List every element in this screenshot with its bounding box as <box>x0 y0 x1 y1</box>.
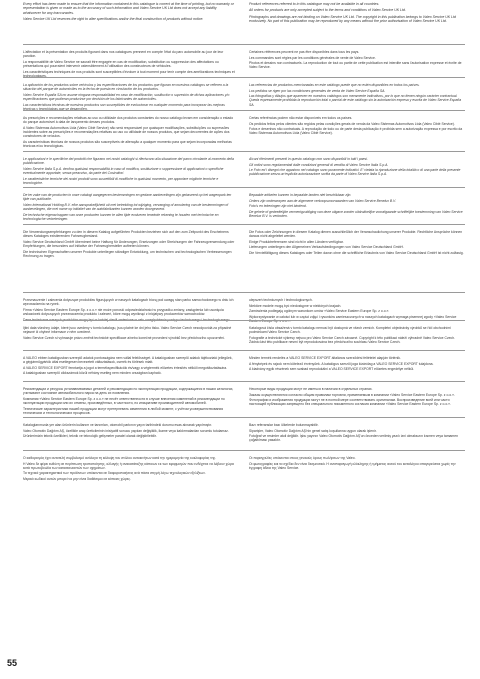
disclaimer-paragraph: Las referencias de productos mencionadas en este catálogo puede que no estén disponibles en todos los países. <box>249 83 420 87</box>
disclaimer-paragraph: Gli ordini sono regolamentati dalle condizioni generali di vendita di Valeo Service Italia S.p.A. <box>249 162 389 167</box>
disclaimer-paragraph: Valeo International Holding B.V. elke aansprakelijkheid uit met betrekking tot wijziging, vervanging of annulering van de bestemmingen of aanbevelingen, die met name op initiatief van de autofabrikanten kunnen worden doorgevoerd. <box>23 202 229 211</box>
french-right-column <box>249 50 465 71</box>
disclaimer-paragraph: Τα τεχνικά χαρακτηριστικά των προϊόντων υπόκεινται σε διαφοροποιήσεις ανά πάσα στιγμή λόγω τεχνολογικών εξελίξεων. <box>23 471 206 476</box>
disclaimer-paragraph: Die Vervielfältigung dieses Kataloges oder Teilen davon ohne die schriftliche Erlaubnis von Valeo Service Deutschland GmbH ist nicht zulässig. <box>249 250 464 255</box>
turkish-disclaimer-section <box>23 417 465 443</box>
disclaimer-paragraph: La aplicación de los productos sobre vehículos y las especificaciones de los productos que figuran en nuestros catálogos se refieren a la situación del parque de automóviles en la fecha de puesta en circulación de los productos. <box>23 83 229 92</box>
hungarian-disclaimer-section <box>23 350 465 376</box>
disclaimer-paragraph: Firma «Valeo Service Eastern Europe Sp. z o.o.» nie może ponosić odpowiedzialności w przypadku zmiany, zastąpienia lub usunięcia wskazówek dotyczących przeznaczenia produktu i zaleceń, które mogą wyniknąć z inicjatywy producentów samochodów. <box>23 307 224 316</box>
english-left-column <box>23 2 235 23</box>
disclaimer-paragraph: Bazı referanslar bazı ülkelerde bulunmayabilir. <box>249 423 319 427</box>
disclaimer-paragraph: Рекомендации и ресурсы устанавливаемых деталей и рекомендации по эксплуатации продукции, содержащиеся в наших каталогах, учитывают состояние автомобильного парка на день их появления. <box>23 387 234 396</box>
russian-right-column <box>249 387 465 408</box>
italian-left-column <box>23 157 235 186</box>
disclaimer-paragraph: A kiadvány egyik részének sem szabad reprodukálni a VALEO SERVICE EXPORT előzetes engedélye nélkül. <box>249 367 415 372</box>
disclaimer-paragraph: Bepaalde artikelen kunnen in bepaalde landen niet beschikbaar zijn. <box>249 193 352 197</box>
disclaimer-paragraph: Fotografie a technické výkresy nejsou pro Valeo Service Czech závazné. Copyright k této publikaci náleží výhradně Valeo Service Czech. Žádná část této publikace nesmí být reprodukována bez předchozího souhlasu Valeo Service Czech. <box>249 335 456 344</box>
disclaimer-paragraph: L'affectation et la présentation des produits figurant dans nos catalogues prennent en compte l'état du parc automobile au jour de leur parution. <box>23 50 224 59</box>
greek-disclaimer-section <box>23 450 465 481</box>
disclaimer-paragraph: Fotoğraf ve resimler akdi değildir. İşbu yayının Valeo Otomotiv Dağıtım AŞ'un önceden verilmiş yazılı izni olmaksızın kısmen veya tamamen çoğaltılması yasaktır. <box>249 434 459 443</box>
disclaimer-paragraph: Ijtini data všechny údaje, které jsou uvedeny v tomto katalogu, jsou platné ke dni jeho tisku. Valeo Service Czech nezodpovídá za případné nejasné či chybné informace v něm uvedené. <box>23 326 232 335</box>
disclaimer-paragraph: Lieferungen unterliegen den Allgemeinen Verkaufsbedingungen von Valeo Service Deutschland GmbH. <box>249 245 404 250</box>
disclaimer-paragraph: Valeo Service Italia S.p.A. declina qualsiasi responsabilità in caso di modifica, sostituzione o soppressione di applicazioni o specifiche eventualmente apportate, senza preavviso, da parte dei Costruttori. <box>23 166 224 175</box>
english-paragraph: All orders for products are only accepted subject to the terms and conditions of Valeo Service UK Ltd. <box>249 8 406 13</box>
italian-disclaimer-section <box>23 151 465 185</box>
disclaimer-paragraph: A VALEO SERVICE EXPORT fenntartja a jogot a termékspecifikációk és/vagy a végtermék előzetes értesítés nélküli megváltoztatására. <box>23 365 228 370</box>
disclaimer-paragraph: A katalógusban szereplő cikkszámok közül néhány esetleg nem minden országban kapható. <box>23 371 162 376</box>
portuguese-left-column <box>23 116 235 150</box>
disclaimer-paragraph: La responsabilité de Valeo Service ne saurait être engagée en cas de modification, substitution ou suppression des affectations ou présentations qui pourraient intervenir ostensiblement à l'utilisation des constructeurs de véhicules. <box>23 59 219 68</box>
disclaimer-paragraph: Zamówienia podlegają ogólnym warunkom umów «Valeo Service Eastern Europe Sp. z o.o.». <box>249 309 390 314</box>
disclaimer-paragraph: Dane techniczne naszych produktów mogą być w każdej chwili zmienione w celu uwzględnienia postępu technicznego i technologicznego. <box>23 317 231 322</box>
french-disclaimer-section <box>23 44 465 78</box>
disclaimer-paragraph: Η Valeo δε φέρει ευθύνη σε περίπτωση τροποποίησης, αλλαγής ή ανακατάταξης κάποιων εκ των εφαρμογών που ενδέχεται να λάβουν χώρα κατά πρωτοβουλία των κατασκευαστών των οχημάτων. <box>23 461 234 470</box>
disclaimer-paragraph: De technische eigenschappen van onze producten kunnen te allen tijde evolueren teneinde rekening te houden met technische en technologische verbeteringen. <box>23 212 219 221</box>
disclaimer-paragraph: A fényképek és rajzok nem kötelező érvényűek. A katalógus szerzői joga kizárólag a VALEO SERVICE EXPORT tulajdona. <box>249 361 434 366</box>
hungarian-left-column <box>23 356 235 377</box>
disclaimer-paragraph: Технические характеристики нашей продукции могут претерпевать изменения в любой момент, с учётом усовершенствования технических и технологических процессов. <box>23 406 224 415</box>
spanish-left-column <box>23 83 235 112</box>
italian-right-column <box>249 157 465 178</box>
disclaimer-paragraph: Katalogová čísla obsažená v tomto katalogu nemusí být dostupná ve všech zemích. Kompletní objednávky výrobků se řídí obchodními podmínkami Valeo Service Czech. <box>249 326 451 335</box>
czech-right-column <box>249 326 465 346</box>
disclaimer-paragraph: As características técnicas de nossos produtos são susceptíveis de alteração a qualquer momento para que sejam incorporadas melhorias técnicas e/ou tecnológicas. <box>23 139 232 148</box>
disclaimer-paragraph: Фотографии и изображения продукции могут не в полной мере соответствовать оригиналам. Воспроизведение всей или части настоящей публикации запрещено без специального письменного согласия компании «Valeo Service Eastern Europe Sp. z o.o.». <box>249 398 451 407</box>
disclaimer-paragraph: De gehele of gedeeltelijke vermenigvuldiging van deze uitgave zonder uitdrukkelijke voorafgaande schriftelijke toestemming van Valeo Service Benelux B.V. is verboden. <box>249 209 463 218</box>
spanish-disclaimer-section <box>23 77 465 111</box>
dutch-left-column <box>23 193 235 222</box>
disclaimer-paragraph: Los pedidos se rigen por las condiciones generales de venta de Valeo Service España SA. <box>249 88 386 93</box>
disclaimer-paragraph: ulepszeń technicznych i technologicznych. <box>249 298 313 302</box>
disclaimer-paragraph: Die Verwendungsempfehlungen zu den in diesem Katalog aufgeführten Produkten beziehen sich auf den zum Zeitpunkt des Erscheinens dieses Kataloges existierenden Fahrzeugbestand. <box>23 230 229 239</box>
dutch-right-column <box>249 193 465 220</box>
page-number: 55 <box>7 658 18 668</box>
english-paragraph: Photographs and drawings are not binding on Valeo Service UK Ltd. The copyright in this publication belongs to Valeo Service UK Ltd exclusively. No part of this publication may be reproduced by any means without the prior authorisation of Valeo Service UK Ltd. <box>249 14 456 23</box>
english-right-column <box>249 2 465 25</box>
disclaimer-paragraph: Niektóre modele mogą być niedostępne w niektórych krajach. <box>249 303 342 308</box>
english-paragraph: Every effort has been made to ensure that the information contained in this catalogue is correct at the time of printing, but no warranty or representation is given or made as to the accuracy of such information and Valeo Service UK Ltd does not accept any liability whatsoever for any inaccuracies. <box>23 2 234 15</box>
disclaimer-paragraph: A VALEO ebben katalógusban szereplő adatok pontosságára nem vállal felelősséget. A katalógusban szereplő adatok tájékoztató jellegűek, a gépjárműgyártók által esetlegesen bevezetett változtatások, cserék és törlések miatt. <box>23 356 233 365</box>
turkish-right-column <box>249 423 465 444</box>
disclaimer-paragraph: Certas referências podem não estar disponíveis em todos os países. <box>249 116 353 120</box>
disclaimer-paragraph: Las características técnicas de nuestros productos son susceptibles de evolucionar en cualquier momento para incorporar las mejoras técnicas y tecnológicas que se desarrollen. <box>23 102 225 111</box>
disclaimer-paragraph: Przeznaczenie i zalecenia dotyczące produktów figurujących w naszych katalogach biorą pod uwagę stan parku samochodowego w dniu ich wprowadzenia na rynek. <box>23 298 234 307</box>
spanish-right-column <box>249 83 465 108</box>
disclaimer-paragraph: Ο καθορισμός έχει αυτοτελή συμβολισμό ανάλογα τη κάλυψη του στόλου αυτοκινήτων κατά την ημερομηνία της κυκλοφορίας της. <box>23 456 217 460</box>
disclaimer-paragraph: As prescrições e recomendações relativas ao uso ou utilidade dos produtos constantes do nosso catálogo levam em consideração o estado do parque automóvel à data de lançamento desses produtos. <box>23 116 234 125</box>
disclaimer-paragraph: Fotos e desenhos não contratuais. A reprodução de todo ou de parte desta publicação é proibida sem a autorização expressa e por escrito da Valeo Sistemas Automotivos Ltda (Valeo Cibié Service). <box>249 127 463 136</box>
disclaimer-paragraph: Οι παραγγελίες υπόκεινται στους γενικούς όρους πωλήσεων της Valeo. <box>249 456 356 460</box>
french-left-column <box>23 50 235 79</box>
disclaimer-paragraph: A Valeo Sistemas Automotivos Ltda (Valeo Cibié Service) não será responsável por quaisquer modificações, substituições ou supressões incidentes sobre as prescrições e recomendações relativas ao uso ou utilidade de nossos produtos, que sejam decorrentes de ações dos construtores de veículos. <box>23 125 230 139</box>
german-right-column <box>249 230 465 257</box>
disclaimer-paragraph: Einige Produktreferenzen sind nicht in allen Ländern verfügbar. <box>249 239 344 244</box>
disclaimer-paragraph: Valeo Service Czech si vyhrazuje právo změnit technické specifikace a/nebo konečné provedení výrobků bez předchozího upozornění. <box>23 335 226 340</box>
czech-left-column <box>23 326 235 341</box>
disclaimer-paragraph: Les caractéristiques techniques de nos produits sont susceptibles d'évoluer à tout moment pour tenir compte des améliorations techniques et technologiques. <box>23 69 235 78</box>
disclaimer-paragraph: Alcuni riferimenti presenti in questo catalogo non sono disponibili in tutti i paesi. <box>249 157 368 161</box>
portuguese-right-column <box>249 116 465 137</box>
disclaimer-paragraph: Компания «Valeo Service Eastern Europe Sp. z o.o.» не несёт ответственности в случае внесения изменений в рекомендации по эксплуатации продукции или их отмены, произведённых, в частности, по инициативе производителей автомобилей. <box>23 396 225 405</box>
russian-disclaimer-section <box>23 381 465 415</box>
polish-disclaimer-section <box>23 292 465 323</box>
disclaimer-paragraph: Οι φωτογραφίες και τα σχέδια δεν είναι δεσμευτικά. Η αναπαραγωγή ολόκληρης ή τμήματος αυτού του καταλόγου απαγορεύεται χωρίς την έγγραφη άδεια της Valeo Service. <box>249 461 456 470</box>
disclaimer-paragraph: De ter zake van de producten in onze catalogi aangegeven bestemmingen en gedane aanbevelingen zijn gebaseerd op het wagenpark ten tijde van publicatie. <box>23 193 232 202</box>
english-paragraph: Valeo Service UK Ltd reserves the right to alter specifications and/or the final construction of products without notice. <box>23 16 204 21</box>
disclaimer-paragraph: Orders zijn onderworpen aan de algemene verkoopsvoorwaarden van Valeo Service Benelux B.V. <box>249 198 397 203</box>
disclaimer-paragraph: Μερικά κωδικοί αυτών μπορεί να μην είναι διαθέσιμοι σε κάποιες χώρες. <box>23 476 132 481</box>
disclaimer-paragraph: Valeo Otomotiv Dağıtım AŞ, özellikle araç üreticilerinin inisiyatifi sonucu yapılan değişiklik, ikame veya kaldırmalardan sorumlu tutulamaz. <box>23 428 229 433</box>
greek-right-column <box>249 456 465 471</box>
disclaimer-paragraph: Las fotografías y dibujos que aparecen en nuestros catálogos son meramente indicativos, por lo que no tienen ningún carácter contractual. Queda expresamente prohibida la reproducción total o parcial de este catálogo sin la autorización expresa y escrita de Valeo Service España SA. <box>249 94 462 107</box>
german-left-column <box>23 230 235 259</box>
disclaimer-paragraph: Kataloglarımızda yer alan ürünlerin kullanım ve tanımları, otomobil parkının yayın tarihindeki durumu esas alınarak yapılmıştır. <box>23 423 213 427</box>
disclaimer-paragraph: Photos et dessins non contractuels. La reproduction de tout ou partie de cette publication est interdite sans l'autorisation expresse et écrite de Valeo Service. <box>249 61 462 70</box>
disclaimer-paragraph: Заказы осуществляются согласно общим правилам торговли, применяемым в компании «Valeo Service Eastern Europe Sp. z o.o.». <box>249 392 455 397</box>
disclaimer-paragraph: Некоторые виды продукции могут не иметься в наличии в отдельных странах. <box>249 387 373 391</box>
english-paragraph: Product references referred to in this catalogue may not be available in all countries. <box>249 2 380 6</box>
disclaimer-paragraph: Le applicazioni e le specifiche dei prodotti che figurano nei nostri cataloghi si riferiscono alla situazione del parco circolante al momento della pubblicazione. <box>23 157 234 166</box>
german-disclaimer-section <box>23 224 465 258</box>
disclaimer-paragraph: Valeo Service España SA no asume ninguna responsabilidad en caso de modificación, sustitución o supresión de dichas aplicaciones y/o especificaciones que pudieran producirse por decisión de los fabricantes de automóviles. <box>23 92 230 101</box>
dutch-disclaimer-section <box>23 187 465 221</box>
disclaimer-paragraph: Foto's en tekeningen zijn niet bindend. <box>249 204 307 209</box>
disclaimer-paragraph: Minden termék rendelés a VALEO SERVICE EXPORT általános szerződési feltételei alapján történik. <box>249 356 401 360</box>
english-disclaimer <box>23 2 465 22</box>
disclaimer-paragraph: Certaines références peuvent ne pas être disponibles dans tous les pays. <box>249 50 360 54</box>
disclaimer-paragraph: Siparişler, Valeo Otomotiv Dağıtım AŞ'nin genel satış koşullarına uygun olarak işlenir. <box>249 428 377 433</box>
russian-left-column <box>23 387 235 416</box>
disclaimer-paragraph: Die technischen Eigenschaften unserer Produkte unterliegen ständiger Entwicklung, um technischen und technologischen Verbesserungen Rechnung zu tragen. <box>23 249 232 258</box>
disclaimer-paragraph: Le caratteristiche tecniche dei nostri prodotti sono suscettibili di modifiche in qualsiasi momento, per apportare migliorie tecniche e tecnologiche. <box>23 176 219 185</box>
disclaimer-paragraph: Wykorzystywanie w całości lub w części zdjęć i rysunków zamieszczonych w naszych katalogach wymaga pisemnej zgody «Valeo Service Eastern Europe Sp. z o.o.». <box>249 314 457 323</box>
disclaimer-paragraph: Ürünlerimizin teknik özellikleri, teknik ve teknolojik gelişmeler paralel olarak değiştirilebilir. <box>23 434 157 439</box>
disclaimer-paragraph: Les commandes sont régies par les conditions générales de vente de Valeo Service. <box>249 55 376 60</box>
disclaimer-paragraph: Valeo Service Deutschland GmbH übernimmt keine Haftung für Änderungen, Ersetzungen oder Streichungen der Fahrzeugverwendung oder Empfehlungen, die besonders auf Initiative der Fahrzeughersteller auftreten können. <box>23 239 235 248</box>
portuguese-disclaimer-section <box>23 110 465 148</box>
hungarian-right-column <box>249 356 465 373</box>
turkish-left-column <box>23 423 235 440</box>
disclaimer-paragraph: Le Foto ed i disegni che appaiono nel catalogo sono puramente indicativi. E' vietata la riproduzione della totalità o di una parte della presente pubblicazione senza un'esplicita autorizzazione scritta da parte di Valeo Service Italia S.p.A. <box>249 168 461 177</box>
disclaimer-paragraph: Die Fotos oder Zeichnungen in diesem Katalog dienen ausschließlich der Veranschaulichung unserer Produkte. Rechtliche Ansprüche können daraus nicht abgeleitet werden. <box>249 230 463 239</box>
greek-left-column <box>23 456 235 483</box>
disclaimer-paragraph: Os pedidos feitos pelos clientes são regidos pelas condições gerais de venda da Valeo Sistemas Automotivos Ltda (Valeo Cibié Service). <box>249 121 455 126</box>
